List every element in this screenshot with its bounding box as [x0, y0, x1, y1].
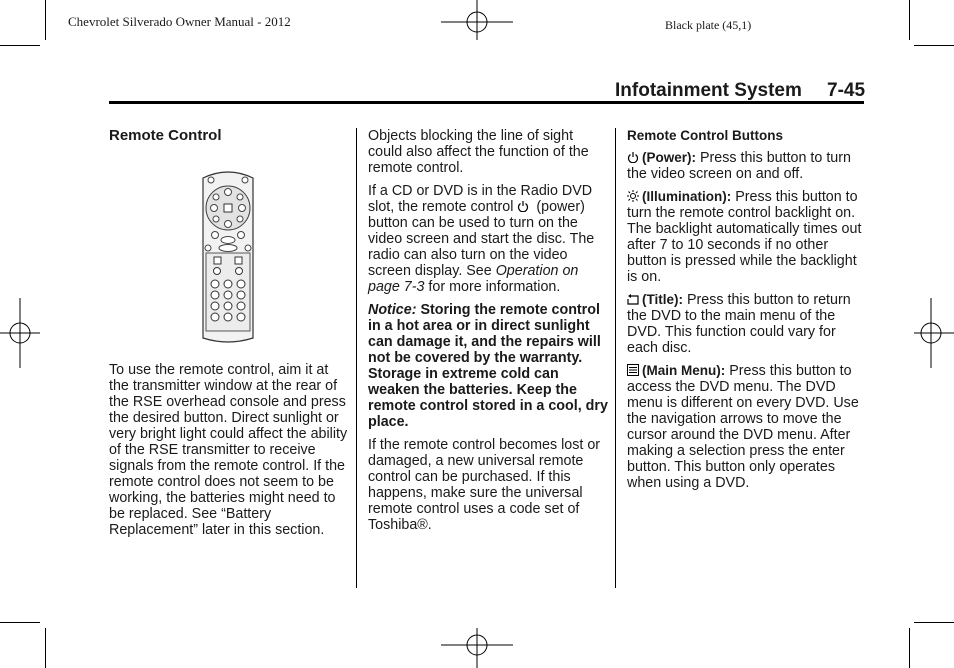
page-number: 7-45	[827, 80, 866, 101]
operation-link[interactable]: Operation on page 7-3	[368, 263, 579, 295]
remote-control-heading: Remote Control	[109, 127, 222, 144]
registration-mark-left	[0, 298, 40, 368]
column-divider	[615, 128, 616, 588]
illumination-button-item: (Illumination): Press this button to turn the remote control backlight on. The backlight automatically times out after 7 to 10 seconds if no other button is pressed while the backlight is on.	[627, 189, 862, 285]
header-rule	[109, 101, 864, 104]
main-menu-button-item: (Main Menu): Press this button to access the DVD menu. The DVD menu is different on every DVD. Use the navigation arrows to move the cursor around the DVD menu. After making a selection press the enter button. This button only operates when using a DVD.	[627, 363, 859, 491]
registration-mark-bottom	[441, 628, 513, 668]
column-divider	[356, 128, 357, 588]
power-icon	[517, 200, 529, 212]
print-header-title: Chevrolet Silverado Owner Manual - 2012	[68, 14, 291, 29]
power-icon	[627, 151, 639, 163]
section-title: Infotainment System	[615, 80, 802, 101]
main-menu-icon	[627, 364, 639, 376]
power-paragraph: If a CD or DVD is in the Radio DVD slot, the remote control (power) button can be used to turn on the video screen and start the disc. The radio can also turn on the video screen display. See Operation on page 7-3 for more information.	[368, 183, 595, 295]
print-header-plate: Black plate (45,1)	[665, 18, 752, 32]
registration-mark-top	[441, 0, 513, 40]
line-of-sight-paragraph: Objects blocking the line of sight could also affect the function of the remote control.	[368, 128, 589, 176]
title-icon	[627, 293, 639, 305]
power-button-item: (Power): Press this button to turn the video screen on and off.	[627, 150, 851, 182]
lost-remote-paragraph: If the remote control becomes lost or damaged, a new universal remote control can be purchased. If this happens, make sure the universal remote control uses a code set of Toshiba®.	[368, 437, 601, 533]
remote-buttons-heading: Remote Control Buttons	[627, 128, 783, 143]
registration-mark-right	[914, 298, 954, 368]
title-button-item: (Title): Press this button to return the DVD to the main menu of the DVD. This function could vary for each disc.	[627, 292, 851, 356]
illumination-icon	[627, 190, 639, 202]
notice-paragraph: Notice: Storing the remote control in a hot area or in direct sunlight can damage it, and the repairs will not be covered by the warranty. Storage in extreme cold can weaken the batteries. Keep the remote control stored in a cool, dry place.	[368, 302, 608, 430]
remote-control-illustration	[197, 170, 259, 348]
remote-usage-paragraph: To use the remote control, aim it at the transmitter window at the rear of the RSE overhead console and press the desired button. Direct sunlight or very bright light could affect the ability of the RSE transmitter to receive signals from the remote control. If the remote control does not seem to be working, the batteries might need to be replaced. See “Battery Replacement” later in this section.	[109, 362, 348, 538]
